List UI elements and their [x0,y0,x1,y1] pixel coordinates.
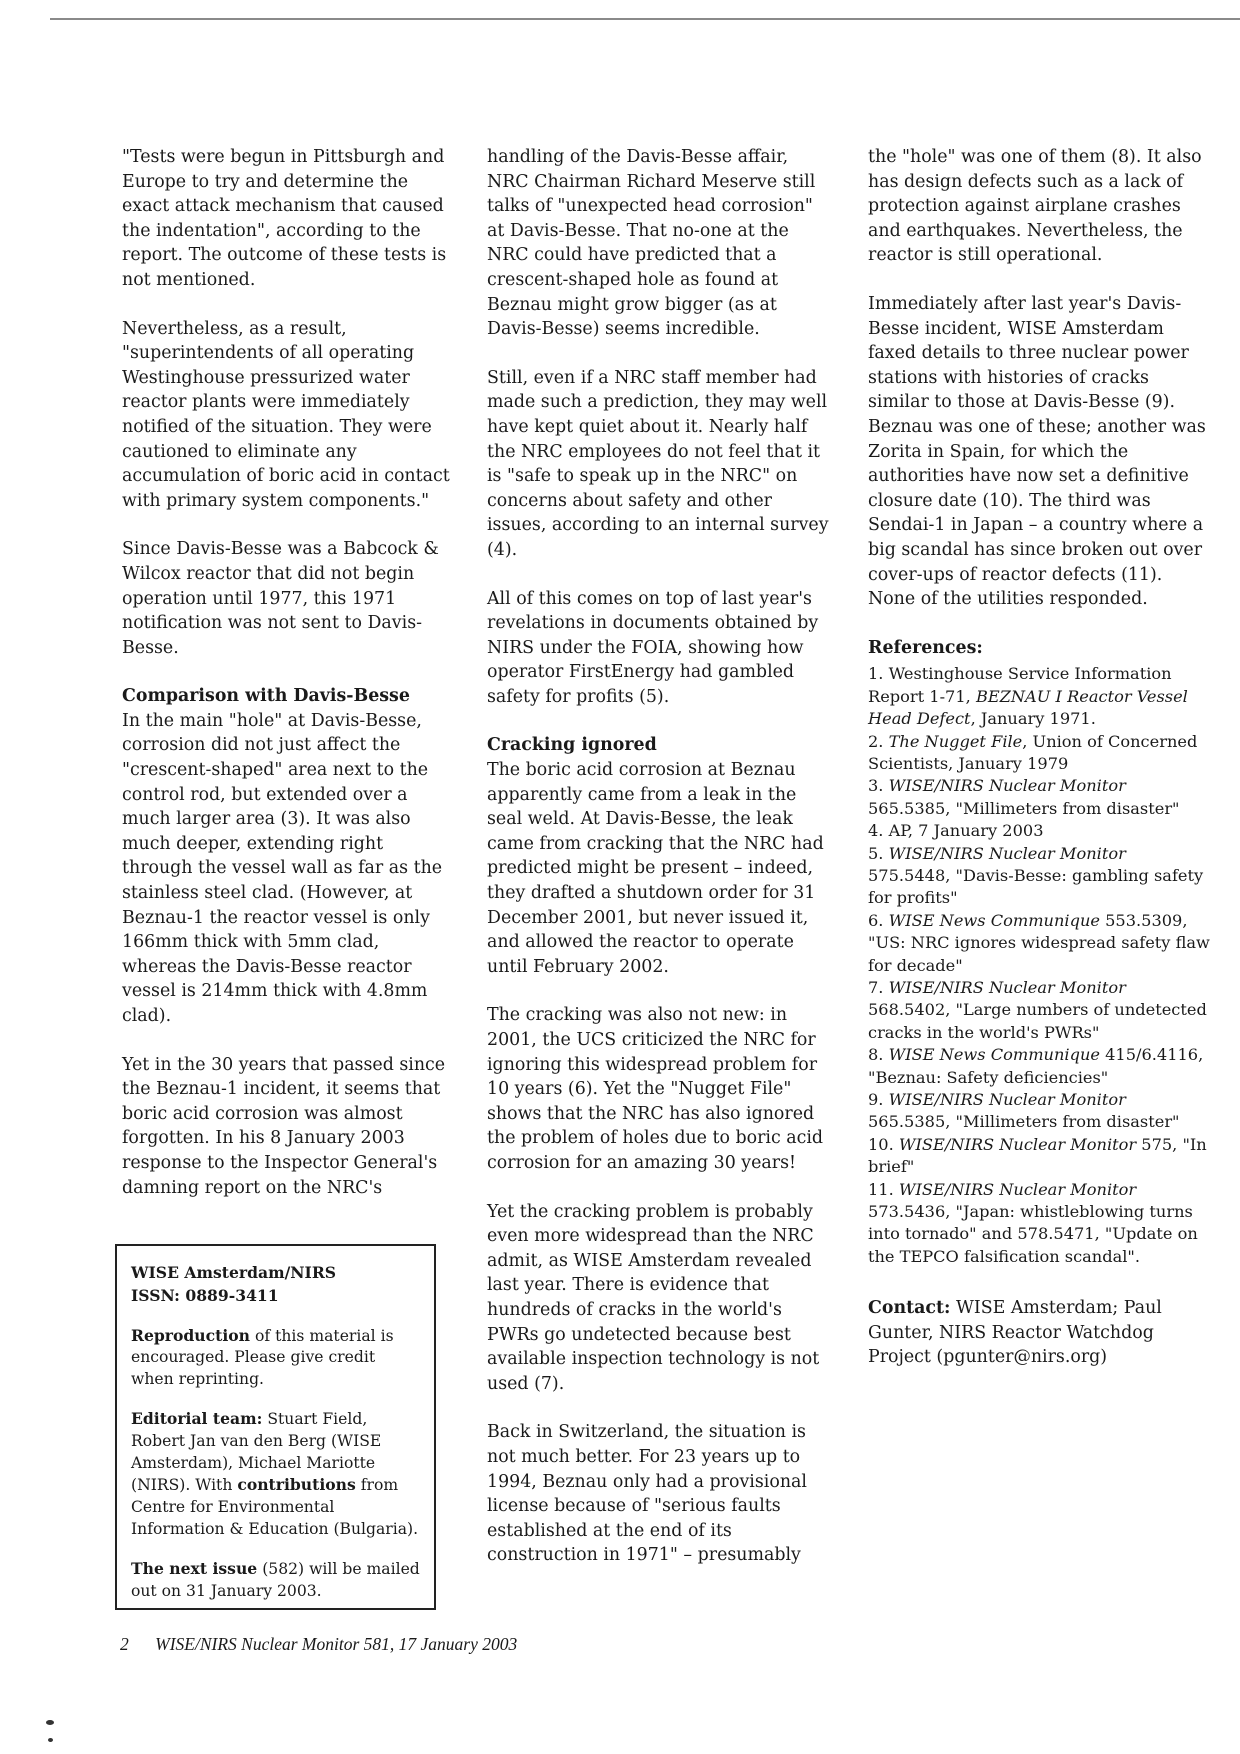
reference-item: 10. WISE/NIRS Nuclear Monitor 575, "In brief" [868,1134,1207,1177]
paragraph: Yet in the 30 years that passed since the Beznau-1 incident, it seems that boric acid corrosion was almost forgotten. In his 8 January 2003 response to the Inspector General's damning report on the NRC's [122,1054,446,1198]
paragraph: Immediately after last year's Davis-Besse incident, WISE Amsterdam faxed details to three nuclear power stations with histories of cracks similar to those at Davis-Besse (9). Beznau was one of these; another was Zorita in Spain, for which the authorities have now set a definitive closure date (10). The third was Sendai-1 in Japan – a country where a big scandal has since broken out over cover-ups of reactor defects (11). None of the utilities responded. [868,293,1206,610]
paragraph: Yet the cracking problem is probably even more widespread than the NRC admit, as WISE Amsterdam revealed last year. There is evidence that hundreds of cracks in the world's PWRs go undetected because best available inspection technology is not used (7). [487,1201,820,1394]
contact-info [868,1296,1213,1370]
paragraph: the "hole" was one of them (8). It also has design defects such as a lack of protection against airplane crashes and earthquakes. Nevertheless, the reactor is still operational. [868,147,1202,266]
scan-speck [46,1720,54,1725]
next-issue [131,1558,420,1603]
paragraph: Since Davis-Besse was a Babcock & Wilcox reactor that did not begin operation until 1977, this 1971 notification was not sent to Davis-Besse. [122,539,439,658]
next-issue-label: The next issue [131,1558,258,1578]
paragraph: Nevertheless, as a result, "superintendents of all operating Westinghouse pressurized water reactor plants were immediately notified of the situation. They were cautioned to eliminate any accumulation of boric acid in contact with primary system components." [122,318,450,511]
masthead-box [115,1244,436,1610]
reference-item: 8. WISE News Communique 415/6.4116, "Beznau: Safety deficiencies" [868,1045,1204,1087]
paragraph: In the main "hole" at Davis-Besse, corrosion did not just affect the "crescent-shaped" area next to the control rod, but extended over a much larger area (3). It was also much deeper, extending right through the vessel wall as far as the stainless steel clad. (However, at Beznau-1 the reactor vessel is only 166mm thick with 5mm clad, whereas the Davis-Besse reactor vessel is 214mm thick with 4.8mm clad). [122,710,443,1026]
paragraph: The boric acid corrosion at Beznau apparently came from a leak in the seal weld. At Davis-Besse, the leak came from cracking that the NRC had predicted might be present – indeed, they drafted a shutdown order for 31 December 2001, but never issued it, and allowed the reactor to operate until February 2002. [487,760,824,977]
top-rule [50,18,1240,20]
section-heading: Comparison with Davis-Besse [122,686,410,707]
contact-label: Contact: [868,1298,951,1319]
contributions-label: contributions [237,1475,356,1495]
reference-item: 7. WISE/NIRS Nuclear Monitor 568.5402, "Large numbers of undetected cracks in the world's PWRs" [868,977,1207,1042]
section-heading: Cracking ignored [487,735,657,756]
editorial-team-text: Stuart Field, Robert Jan van den Berg (WISE Amsterdam), Michael Mariotte (NIRS). With [131,1409,382,1495]
contact-text: WISE Amsterdam; Paul Gunter, NIRS Reactor Watchdog Project (pgunter@nirs.org) [868,1298,1162,1368]
reference-item: 9. WISE/NIRS Nuclear Monitor 565.5385, "Millimeters from disaster" [868,1090,1180,1132]
reproduction-text: of this material is encouraged. Please give credit when reprinting. [131,1326,394,1389]
reference-item: 2. The Nugget File, Union of Concerned Scientists, January 1979 [868,731,1198,773]
contributions-text: from Centre for Environmental Information & Education (Bulgaria). [131,1476,419,1538]
page-number: 2 [120,1634,129,1654]
reference-item: 1. Westinghouse Service Information Report 1-71, BEZNAU I Reactor Vessel Head Defect, January 1971. [868,664,1188,729]
reproduction-note [131,1325,420,1391]
column-1 [122,145,458,1224]
next-issue-text: (582) will be mailed out on 31 January 2003. [131,1559,420,1600]
column-3 [868,145,1213,1370]
editorial-team-label: Editorial team: [131,1408,263,1428]
references-heading: References: [868,637,983,658]
reference-item: 11. WISE/NIRS Nuclear Monitor 573.5436, "Japan: whistleblowing turns into tornado" and 578.5471, "Update on the TEPCO falsification scandal". [868,1179,1198,1266]
editorial-team [131,1408,420,1541]
reproduction-label: Reproduction [131,1325,251,1345]
paragraph: handling of the Davis-Besse affair, NRC Chairman Richard Meserve still talks of "unexpected head corrosion" at Davis-Besse. That no-one at the NRC could have predicted that a crescent-shaped hole as found at Beznau might grow bigger (as at Davis-Besse) seems incredible. [487,147,816,340]
paragraph: The cracking was also not new: in 2001, the UCS criticized the NRC for ignoring this widespread problem for 10 years (6). Yet the "Nugget File" shows that the NRC has also ignored the problem of holes due to boric acid corrosion for an amazing 30 years! [487,1005,824,1173]
paragraph: "Tests were begun in Pittsburgh and Europe to try and determine the exact attack mechanism that caused the indentation", according to the report. The outcome of these tests is not mentioned. [122,147,447,290]
reference-item: 6. WISE News Communique 553.5309, "US: NRC ignores widespread safety flaw for decade" [868,910,1210,975]
reference-item: 4. AP, 7 January 2003 [868,821,1044,841]
paragraph: Back in Switzerland, the situation is not much better. For 23 years up to 1994, Beznau only had a provisional license because of "serious faults established at the end of its construction in 1971" – presumably [487,1422,807,1566]
page-footer [120,1634,517,1655]
reference-item: 5. WISE/NIRS Nuclear Monitor 575.5448, "Davis-Besse: gambling safety for profits" [868,843,1204,908]
masthead-title: WISE Amsterdam/NIRS [131,1263,337,1282]
reference-item: 3. WISE/NIRS Nuclear Monitor 565.5385, "Millimeters from disaster" [868,776,1180,818]
references-list [868,663,1213,1268]
scan-speck [48,1738,53,1742]
publication-line: WISE/NIRS Nuclear Monitor 581, 17 January 2003 [155,1634,518,1654]
masthead-issn: ISSN: 0889-3411 [131,1285,279,1305]
paragraph: Still, even if a NRC staff member had made such a prediction, they may well have kept quiet about it. Nearly half the NRC employees do not feel that it is "safe to speak up in the NRC" on concerns about safety and other issues, according to an internal survey (4). [487,367,829,560]
column-2 [487,145,832,1592]
paragraph: All of this comes on top of last year's revelations in documents obtained by NIRS under the FOIA, showing how operator FirstEnergy had gambled safety for profits (5). [487,588,819,707]
